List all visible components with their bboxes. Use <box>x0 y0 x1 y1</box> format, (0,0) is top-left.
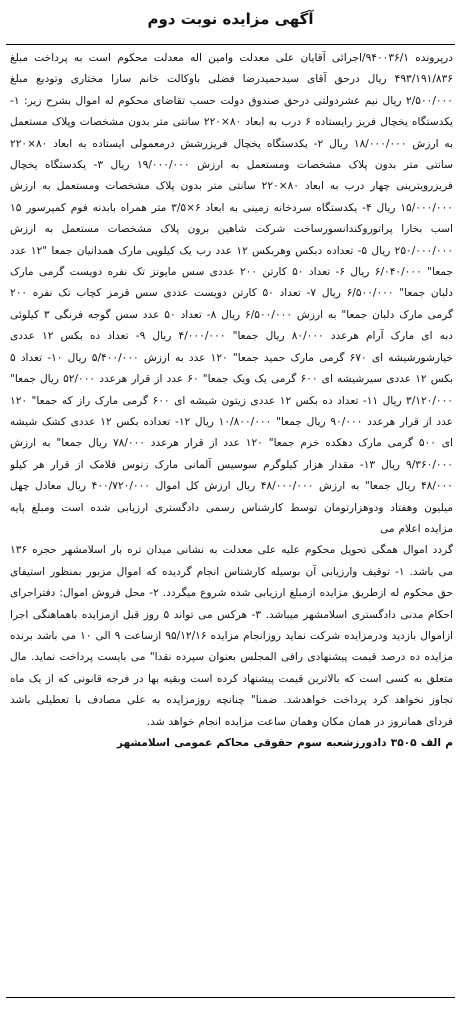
notice-paragraph-terms: گردد اموال همگی تحویل محکوم علیه علی معدلت به نشانی میدان تره بار اسلامشهر حجره ۱۳۶ می باشد. ۱- توقیف وارزیابی آن بوسیله کارشناس انجام گردیده که اموال مزبور بمنظور استیفای حق محکوم له ازطریق مزایده ازمبلغ ارزیابی شده شروع میگردد. ۲- محل فروش اموال: دفتراجرای احکام مدنی دادگستری اسلامشهر میباشد. ۳- هرکس می تواند ۵ روز قبل ازمزایده باهماهنگی اجرا ازاموال بازدید ودرمزایده شرکت نماید روزانجام مزایده ۹۵/۱۲/۱۶ ازساعت ۹ الی ۱۰ می باشد برنده مزایده ده درصد قیمت پیشنهادی رافی المجلس بعنوان سپرده نقدا" می بایست پرداخت نماید. مال متعلق به کسی است که بالاترین قیمت پیشنهاد کرده است وبقیه بها در فرجه قانونی که از یک ماه تجاوز نخواهد کرد پرداخت خواهدشد. ضمنا" چنانچه روزمزایده به علی مصادف با تعطیلی باشد فردای همانروز در همان مکان وهمان ساعت مزایده انجام خواهد شد. <box>10 544 453 728</box>
notice-title: آگهی مزایده نوبت دوم <box>147 10 314 28</box>
notice-body <box>10 48 453 993</box>
bottom-divider <box>6 997 455 998</box>
notice-paragraph-items: درپرونده ۹۴۰۰۳۶/۱/اجرائی آقایان علی معدلت وامین اله معدلت محکوم است به پرداخت مبلغ ۴۹۳/۱۹۱/۸۳۶ ریال درحق آقای سیدحمیدرضا فضلی باوکالت خانم سارا مختاری وتودیع مبلغ ۲/۵۰۰/۰۰۰ ریال نیم عشردولتی درحق صندوق دولت حسب تقاضای محکوم له اموال بشرح زیر: ۱- یکدستگاه یخچال فریز رایستاده ۶ درب به ابعاد ۸۰×۲۲۰ سانتی متر بدون مشخصات وپلاک مستعمل به ارزش ۱۸/۰۰۰/۰۰۰ ریال ۲- یکدستگاه یخچال فریزرشش درمعمولی ایستاده به ابعاد ۸۰×۲۲۰ سانتی متر بدون پلاک مشخصات ومستعمل به ارزش ۱۹/۰۰۰/۰۰۰ ریال ۳- یکدستگاه یخچال فریزرویترینی چهار درب به ابعاد ۸۰×۲۲۰ سانتی متر بدون پلاک مشخصات ومستعمل به ارزش ۱۵/۰۰۰/۰۰۰ ریال ۴- یکدستگاه سردخانه زمینی به ابعاد ۶×۳/۵ متر همراه بابدنه فوم کمپرسور ۱۵ اسب بخارا پراتوروکندانسورساخت شرکت شاهین برون پلاک مشخصات مستعمل به ارزش ۲۵۰/۰۰۰/۰۰۰ ریال ۵- تعداده دبکس وهربکس ۱۲ عدد رب یک کیلویی مارک همدانیان جمعا "۱۲ عدد جمعا" ۶/۰۴۰/۰۰۰ ریال ۶- تعداد ۵۰ کارتن ۲۰۰ عددی سس مایونز تک نفره دویست گرمی مارک دلبان جمعا" ۶/۵۰۰/۰۰۰ ریال ۷- تعداد ۵۰ کارتن دویست عددی سس قرمز کچاب تک نفره ۲۰۰ گرمی مارک دلبان جمعا" به ارزش ۶/۵۰۰/۰۰۰ ریال ۸- تعداد ۵۰ عدد سس گوجه فرنگی ۳ کیلوئی دبه ای مارک آرام هرعدد ۸۰/۰۰۰ ریال جمعا" ۴/۰۰۰/۰۰۰ ریال ۹- تعداد ده بکس ۱۲ عددی خیارشورشیشه ای ۶۷۰ گرمی مارک حمید جمعا" ۱۲۰ عدد به ارزش ۵/۴۰۰/۰۰۰ ریال ۱۰- تعداد ۵ بکس ۱۲ عددی سیرشیشه ای ۶۰۰ گرمی یک ویک جمعا" ۶۰ عدد از قرار هرعدد ۵۲/۰۰۰ ریال جمعا" ۳/۱۲۰/۰۰۰ ریال ۱۱- تعداد ده بکس ۱۲ عددی زیتون شیشه ای ۶۰۰ گرمی مارک راز که جمعا" ۱۲۰ عدد از قرار هرعدد ۹۰/۰۰۰ ریال جمعا" ۱۰/۸۰۰/۰۰۰ ریال ۱۲- تعداده بکس ۱۲ عددی کشک شیشه ای ۵۰۰ گرمی مارک دهکده خرم جمعا" ۱۲۰ عدد از قرار هرعدد ۷۸/۰۰۰ ریال جمعا" به ارزش ۹/۳۶۰/۰۰۰ ریال ۱۳- مقدار هزار کیلوگرم سوسیس آلمانی مارک زنوس فلامک از قرار هر کیلو ۴۸/۰۰۰ ریال جمعا" به ارزش ۴۸/۰۰۰/۰۰۰ ریال ارزش کل اموال ۴۰۰/۷۲۰/۰۰۰ ریال معادل چهل میلیون وهفتاد ودوهزارتومان توسط کارشناس رسمی دادگستری ارزیابی شده است ومبلغ پایه مزایده اعلام می <box>10 52 453 535</box>
title-divider <box>6 44 455 45</box>
notice-signature: م الف ۳۵۰۵ دادورزشعبه سوم حقوقی محاکم عمومی اسلامشهر <box>116 737 453 749</box>
